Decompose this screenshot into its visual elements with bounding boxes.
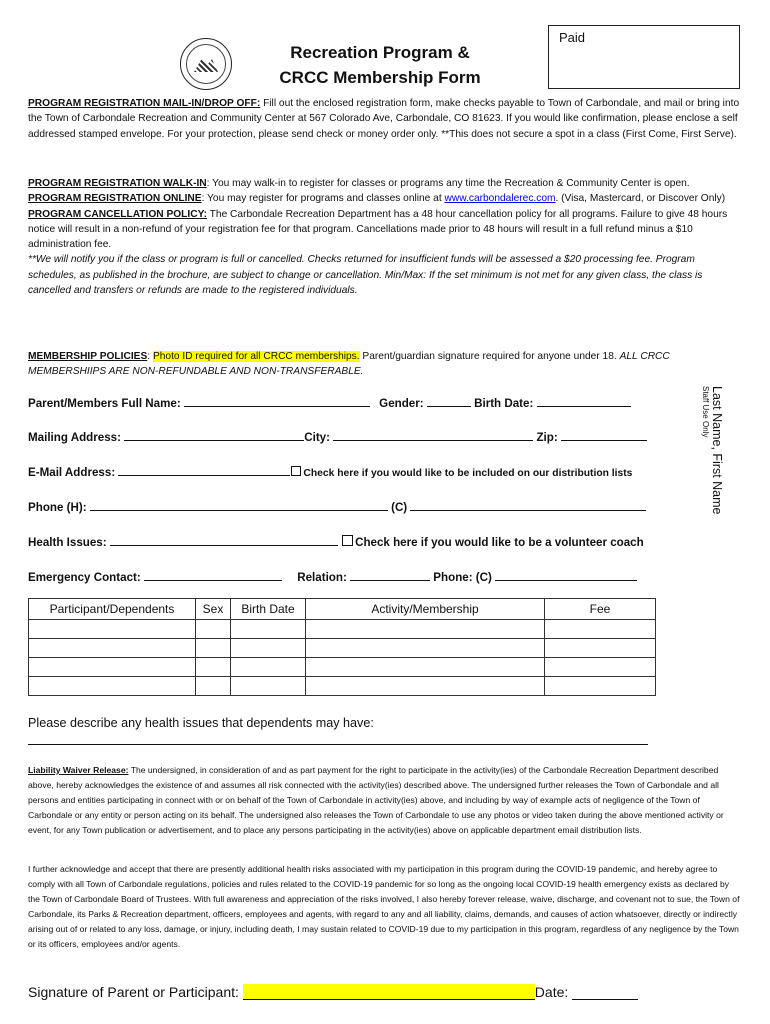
waiver-text: The undersigned, in consideration of and as part payment for the right to participate in the activity(ies) of the Carbondale Recreation Department described above, hereby acknowledges the existence of and assumes all risk connected with the activity(ies) described above. The undersigned further releases the Town of Carbondale and all persons and entities participating in connect with or on behalf of the Town of Carbondale in activity(ies) above, and including by way of example acts of negligence of the Town of Carbondale or any entity or person acting on its behalf. The undersigned also releases the Town of Carbondale to use any photos or video taken during the above mentioned activity or event, for any Town publication or advertisement, and to place any persons participating in the activity(ies) above on applicable department email distribution lists.	[28, 765, 724, 835]
phone-home-label: Phone (H):	[28, 501, 87, 514]
town-seal-logo	[180, 38, 232, 90]
online-heading: PROGRAM REGISTRATION ONLINE	[28, 193, 202, 205]
carbondalerec-link[interactable]: www.carbondalerec.com	[444, 193, 556, 205]
birth-date-label: Birth Date:	[474, 397, 534, 410]
table-cell[interactable]	[306, 677, 545, 696]
photo-id-highlight: Photo ID required for all CRCC memberships.	[152, 351, 360, 362]
waiver-paragraph	[28, 763, 740, 838]
distribution-checkbox[interactable]	[291, 466, 301, 476]
zip-label: Zip:	[536, 431, 558, 444]
emergency-phone-label: Phone: (C)	[433, 571, 492, 584]
full-name-input[interactable]	[184, 395, 370, 407]
waiver-heading: Liability Waiver Release:	[28, 765, 129, 775]
emergency-contact-label: Emergency Contact:	[28, 571, 141, 584]
table-cell[interactable]	[306, 620, 545, 639]
emergency-phone-input[interactable]	[495, 569, 637, 581]
col-sex-header: Sex	[196, 599, 231, 620]
table-cell[interactable]	[196, 677, 231, 696]
form-title	[260, 40, 500, 90]
table-cell[interactable]	[196, 620, 231, 639]
table-cell[interactable]	[29, 677, 196, 696]
covid-paragraph: I further acknowledge and accept that there are presently additional health risks associated with my participation in this program during the COVID-19 pandemic, and hereby agree to comply with all Town of Carbondale regulations, policies and rules related to the COVID-19 pandemic for so long as the ongoing local COVID-19 health emergency exists as declared by the Town of Carbondale Board of Trustees. With full awareness and appreciation of the risks involved, I also hereby forever release, waive, discharge, and covenant not to sue, the Town of Carbondale, its Parks & Recreation department, officers, employees and agents, with regard to any and all liability, claims, demands, and causes of action whatsoever, directly or indirectly arising out of or related to any loss, damage, or injury, including death, I may sustain related to COVID-19 due to my participation in this program, regardless of any negligence by the Town or its officers, employees and/or agents.	[28, 864, 740, 949]
title-line-1: Recreation Program &	[290, 43, 470, 62]
paid-box[interactable]	[548, 25, 740, 89]
membership-text: Parent/guardian signature required for anyone under 18.	[359, 351, 620, 362]
walk-in-text: : You may walk-in to register for classes or programs any time the Recreation & Community Center is open.	[206, 178, 690, 189]
membership-section	[28, 349, 740, 380]
col-fee-header: Fee	[545, 599, 656, 620]
membership-heading: MEMBERSHIP POLICIES	[28, 351, 148, 362]
title-line-2: CRCC Membership Form	[279, 68, 481, 87]
emergency-row	[28, 569, 637, 584]
table-cell[interactable]	[231, 658, 306, 677]
policies-section	[28, 176, 740, 298]
birth-date-input[interactable]	[537, 395, 631, 407]
email-label: E-Mail Address:	[28, 466, 116, 479]
volunteer-label: Check here if you would like to be a volunteer coach	[355, 536, 644, 549]
table-cell[interactable]	[306, 658, 545, 677]
col-birth-date-header: Birth Date	[231, 599, 306, 620]
signature-date-input[interactable]	[572, 985, 638, 1000]
last-name-first-name-label: Last Name, First Name	[710, 386, 724, 515]
staff-use-only-label: Staff Use Only	[701, 386, 710, 438]
phone-cell-label: (C)	[391, 501, 408, 514]
table-cell[interactable]	[231, 639, 306, 658]
walk-in-heading: PROGRAM REGISTRATION WALK-IN	[28, 178, 207, 189]
mountain-icon	[194, 56, 218, 72]
table-cell[interactable]	[231, 677, 306, 696]
cancellation-heading: PROGRAM CANCELLATION POLICY:	[28, 208, 208, 220]
name-row	[28, 395, 631, 410]
phone-home-input[interactable]	[90, 499, 388, 511]
gender-label: Gender:	[379, 397, 424, 410]
mailing-address-label: Mailing Address:	[28, 431, 121, 444]
zip-input[interactable]	[561, 429, 647, 441]
table-cell[interactable]	[545, 658, 656, 677]
table-cell[interactable]	[545, 620, 656, 639]
relation-input[interactable]	[350, 569, 430, 581]
city-label: City:	[304, 431, 330, 444]
dependents-table	[28, 598, 656, 696]
relation-label: Relation:	[297, 571, 347, 584]
staff-use-label	[700, 386, 724, 515]
table-cell[interactable]	[545, 639, 656, 658]
distribution-label: Check here if you would like to be included on our distribution lists	[303, 468, 633, 479]
table-cell[interactable]	[196, 639, 231, 658]
volunteer-checkbox[interactable]	[342, 535, 353, 546]
cancellation-paragraph	[28, 207, 740, 253]
cancellation-text: The Carbondale Recreation Department has a 48 hour cancellation policy for all programs. Failure to give 48 hours notice will result in a non-refund of your registration fee for that program. Cancellations made prior to 48 hours will result in a full refund minus a $10 administration fee.	[28, 208, 728, 251]
col-activity-header: Activity/Membership	[306, 599, 545, 620]
table-header-row	[29, 599, 656, 620]
walk-in-paragraph	[28, 176, 740, 191]
col-participant-header: Participant/Dependents	[29, 599, 196, 620]
membership-nonrefundable: ALL CRCC MEMBERSHIIPS ARE NON-REFUNDABLE AND NON-TRANSFERABLE.	[28, 351, 670, 378]
table-cell[interactable]	[29, 658, 196, 677]
health-row	[28, 534, 644, 549]
table-row	[29, 620, 656, 639]
address-row	[28, 429, 647, 444]
table-cell[interactable]	[545, 677, 656, 696]
signature-label: Signature of Parent or Participant:	[28, 984, 239, 1000]
mail-in-heading: PROGRAM REGISTRATION MAIL-IN/DROP OFF:	[28, 98, 261, 109]
table-cell[interactable]	[29, 620, 196, 639]
health-issues-label: Health Issues:	[28, 536, 107, 549]
phone-row	[28, 499, 646, 514]
emergency-contact-input[interactable]	[144, 569, 282, 581]
signature-row	[28, 984, 638, 1000]
table-cell[interactable]	[196, 658, 231, 677]
paid-label: Paid	[559, 30, 586, 45]
mail-in-text: Fill out the enclosed registration form, make checks payable to Town of Carbondale, and mail or bring into the Town of Carbondale Recreation and Community Center at 567 Colorado Ave, Carbondale, CO 81623. If you would like confirmation, please enclose a self addressed stamped envelope. For your protection, please send check or money order only. **This does not secure a spot in a class (First Come, First Serve).	[28, 98, 740, 140]
membership-sep: :	[147, 351, 153, 362]
signature-input[interactable]	[243, 984, 535, 1000]
table-row	[29, 677, 656, 696]
signature-date-label: Date:	[534, 984, 569, 1000]
dependents-health-input[interactable]	[28, 744, 648, 745]
online-text-after: . (Visa, Mastercard, or Discover Only)	[555, 193, 726, 205]
table-row	[29, 658, 656, 677]
health-issues-input[interactable]	[110, 534, 338, 546]
table-row	[29, 639, 656, 658]
mailing-address-input[interactable]	[124, 429, 304, 441]
gender-input[interactable]	[427, 395, 471, 407]
online-text-before: : You may register for programs and classes online at	[201, 193, 445, 205]
table-cell[interactable]	[231, 620, 306, 639]
mail-in-section	[28, 96, 740, 142]
email-input[interactable]	[118, 464, 290, 476]
table-cell[interactable]	[306, 639, 545, 658]
dependents-health-label: Please describe any health issues that dependents may have:	[28, 716, 374, 730]
cancellation-note: **We will notify you if the class or program is full or cancelled. Checks returned for insufficient funds will be assessed a $20 processing fee. Program schedules, as published in the brochure, are subject to change or cancellation. Min/Max: If the set minimum is not met for any given class, the class is cancelled and transfers or refunds are made to the registered individuals.	[28, 254, 703, 297]
full-name-label: Parent/Members Full Name:	[28, 397, 181, 410]
phone-cell-input[interactable]	[410, 499, 646, 511]
table-cell[interactable]	[29, 639, 196, 658]
email-row	[28, 464, 632, 479]
online-paragraph	[28, 191, 740, 206]
city-input[interactable]	[333, 429, 533, 441]
